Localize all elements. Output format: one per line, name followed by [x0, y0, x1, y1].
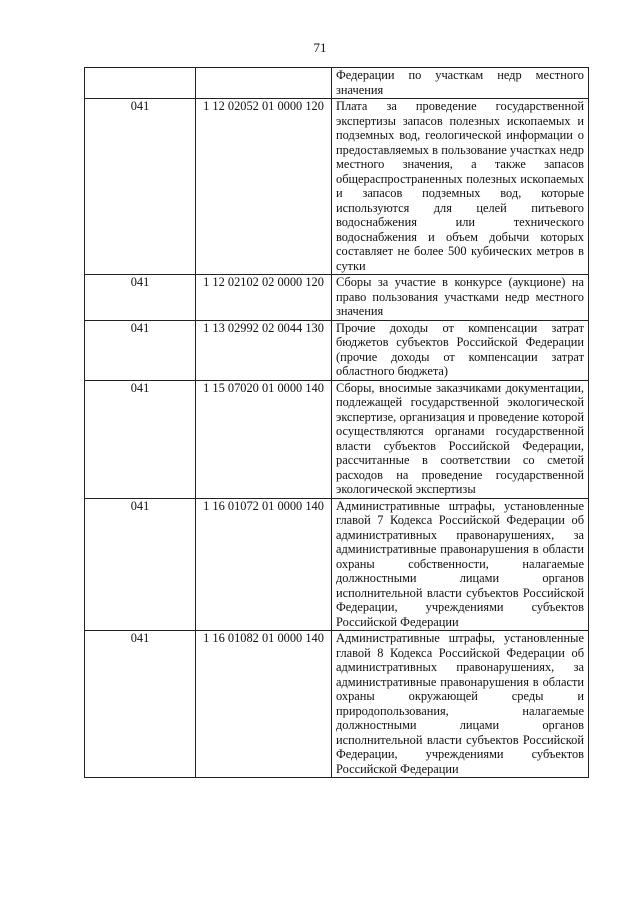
kbk-code-cell: 1 12 02102 02 0000 120: [196, 275, 332, 321]
kbk-code-cell: 1 12 02052 01 0000 120: [196, 99, 332, 275]
description-cell: Административные штрафы, установленные главой 8 Кодекса Российской Федерации об административных правонарушениях, за административные правонарушения в области охраны окружающей среды и природопользования, налагаемые должностными лицами органов исполнительной власти субъектов Российской Федерации, учреждениями субъектов Российской Федерации: [332, 631, 589, 778]
kbk-code-cell: 1 13 02992 02 0044 130: [196, 320, 332, 380]
table-row: [85, 99, 589, 275]
kbk-code-cell: [196, 68, 332, 99]
page-number: 71: [313, 40, 327, 55]
table-row: [85, 275, 589, 321]
kbk-code-cell: 1 15 07020 01 0000 140: [196, 380, 332, 498]
admin-code-cell: [85, 68, 196, 99]
kbk-code-cell: 1 16 01072 01 0000 140: [196, 498, 332, 631]
admin-code-cell: 041: [85, 320, 196, 380]
table-row: [85, 320, 589, 380]
table-row: [85, 498, 589, 631]
description-cell: Административные штрафы, установленные главой 7 Кодекса Российской Федерации об административных правонарушениях, за административные правонарушения в области охраны собственности, налагаемые должностными лицами органов исполнительной власти субъектов Российской Федерации, учреждениями субъектов Российской Федерации: [332, 498, 589, 631]
description-cell: Прочие доходы от компенсации затрат бюджетов субъектов Российской Федерации (прочие доходы от компенсации затрат областного бюджета): [332, 320, 589, 380]
table-row: [85, 380, 589, 498]
admin-code-cell: 041: [85, 380, 196, 498]
admin-code-cell: 041: [85, 631, 196, 778]
description-cell: Федерации по участкам недр местного значения: [332, 68, 589, 99]
admin-code-cell: 041: [85, 99, 196, 275]
table-row: [85, 631, 589, 778]
description-cell: Сборы, вносимые заказчиками документации, подлежащей государственной экологической экспертизе, организация и проведение которой осуществляются органами государственной власти субъектов Российской Федерации, рассчитанные в соответствии со сметой расходов на проведение государственной экологической экспертизы: [332, 380, 589, 498]
table-row: [85, 68, 589, 99]
description-cell: Плата за проведение государственной экспертизы запасов полезных ископаемых и подземных вод, геологической информации о предоставляемых в пользование участках недр местного значения, а также запасов общераспространенных полезных ископаемых и запасов подземных вод, которые используются для целей питьевого водоснабжения или технического водоснабжения и объем добычи которых составляет не более 500 кубических метров в сутки: [332, 99, 589, 275]
budget-classification-table: [84, 67, 589, 778]
admin-code-cell: 041: [85, 498, 196, 631]
description-cell: Сборы за участие в конкурсе (аукционе) на право пользования участками недр местного значения: [332, 275, 589, 321]
admin-code-cell: 041: [85, 275, 196, 321]
kbk-code-cell: 1 16 01082 01 0000 140: [196, 631, 332, 778]
